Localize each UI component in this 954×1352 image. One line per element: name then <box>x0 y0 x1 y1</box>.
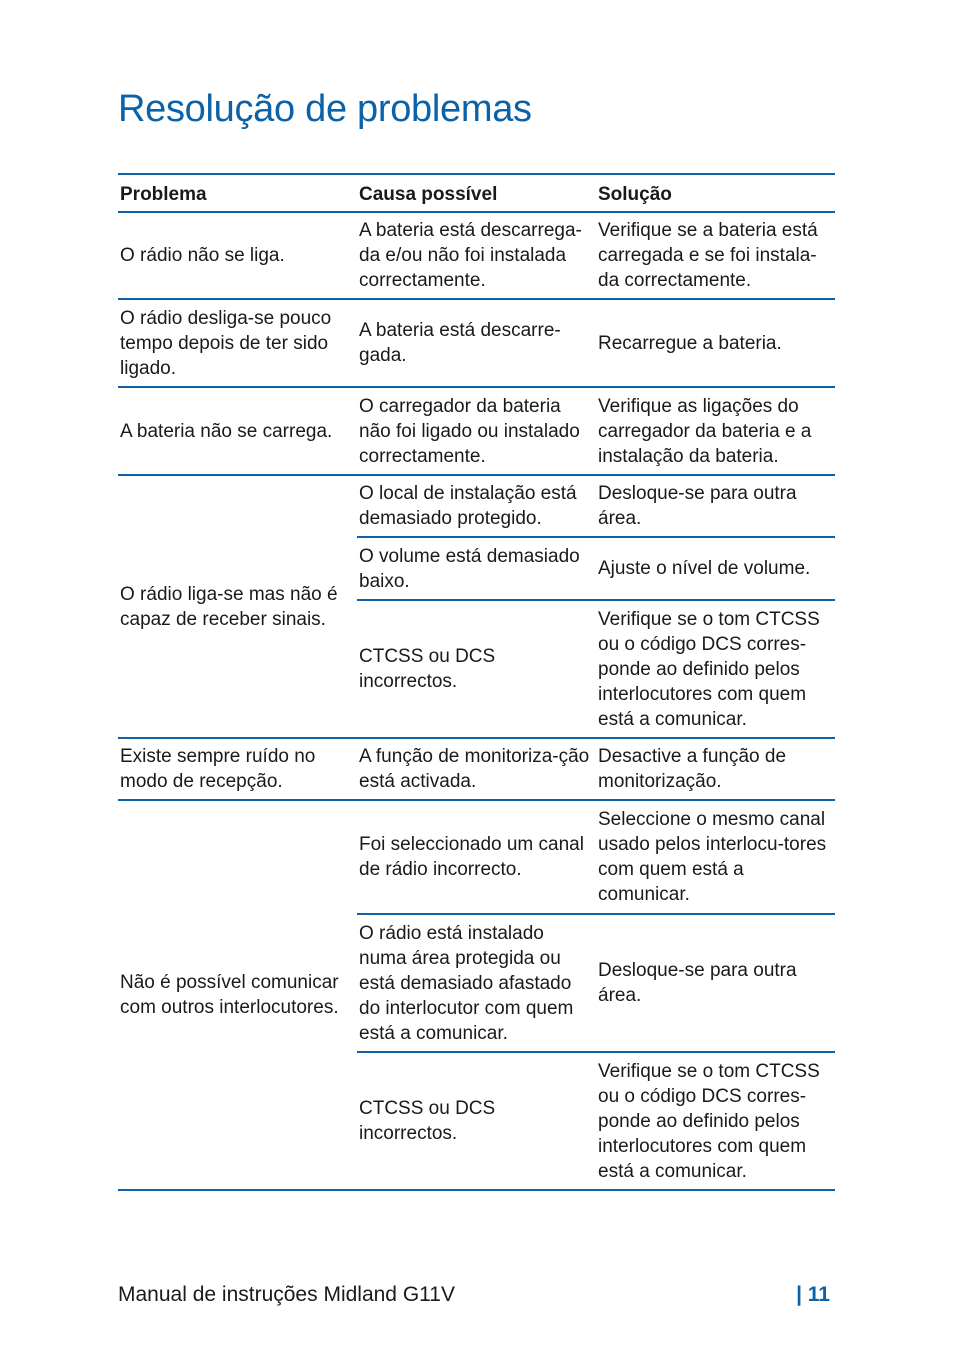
problem-cell: O rádio não se liga. <box>118 212 357 299</box>
solution-cell: Ajuste o nível de volume. <box>596 537 835 600</box>
solution-cell: Verifique se o tom CTCSS ou o código DCS corres-ponde ao definido pelos interlocutores com quem está a comunicar. <box>596 600 835 738</box>
header-problem: Problema <box>118 174 357 212</box>
table-row <box>118 475 835 537</box>
problem-cell: Não é possível comunicar com outros interlocutores. <box>118 800 357 1190</box>
solution-cell: Verifique as ligações do carregador da bateria e a instalação da bateria. <box>596 387 835 475</box>
problem-cell: O rádio liga-se mas não é capaz de receber sinais. <box>118 475 357 738</box>
cause-cell: A função de monitoriza-ção está activada. <box>357 738 596 800</box>
cause-cell: O volume está demasiado baixo. <box>357 537 596 600</box>
table-row <box>118 299 835 387</box>
footer-page-number: | 11 <box>796 1283 830 1306</box>
cause-cell: O local de instalação está demasiado protegido. <box>357 475 596 537</box>
problem-cell: O rádio desliga-se pouco tempo depois de ter sido ligado. <box>118 299 357 387</box>
solution-cell: Recarregue a bateria. <box>596 299 835 387</box>
solution-cell: Verifique se o tom CTCSS ou o código DCS corres-ponde ao definido pelos interlocutores com quem está a comunicar. <box>596 1052 835 1190</box>
solution-cell: Seleccione o mesmo canal usado pelos interlocu-tores com quem está a comunicar. <box>596 800 835 914</box>
table-header-row <box>118 174 835 212</box>
solution-cell: Desloque-se para outra área. <box>596 914 835 1052</box>
problem-cell: A bateria não se carrega. <box>118 387 357 475</box>
cause-cell: Foi seleccionado um canal de rádio incorrecto. <box>357 800 596 914</box>
troubleshooting-table <box>118 173 835 1191</box>
cause-cell: CTCSS ou DCS incorrectos. <box>357 1052 596 1190</box>
problem-cell: Existe sempre ruído no modo de recepção. <box>118 738 357 800</box>
solution-cell: Desactive a função de monitorização. <box>596 738 835 800</box>
cause-cell: A bateria está descarre-gada. <box>357 299 596 387</box>
table-row <box>118 212 835 299</box>
solution-cell: Verifique se a bateria está carregada e se foi instala-da correctamente. <box>596 212 835 299</box>
cause-cell: CTCSS ou DCS incorrectos. <box>357 600 596 738</box>
header-cause: Causa possível <box>357 174 596 212</box>
table-row <box>118 738 835 800</box>
table-row <box>118 800 835 914</box>
solution-cell: Desloque-se para outra área. <box>596 475 835 537</box>
header-solution: Solução <box>596 174 835 212</box>
cause-cell: O rádio está instalado numa área protegida ou está demasiado afastado do interlocutor com quem está a comunicar. <box>357 914 596 1052</box>
footer-manual-name: Manual de instruções Midland G11V <box>118 1283 455 1306</box>
cause-cell: A bateria está descarrega-da e/ou não foi instalada correctamente. <box>357 212 596 299</box>
table-row <box>118 387 835 475</box>
page-title: Resolução de problemas <box>118 88 532 130</box>
cause-cell: O carregador da bateria não foi ligado ou instalado correctamente. <box>357 387 596 475</box>
